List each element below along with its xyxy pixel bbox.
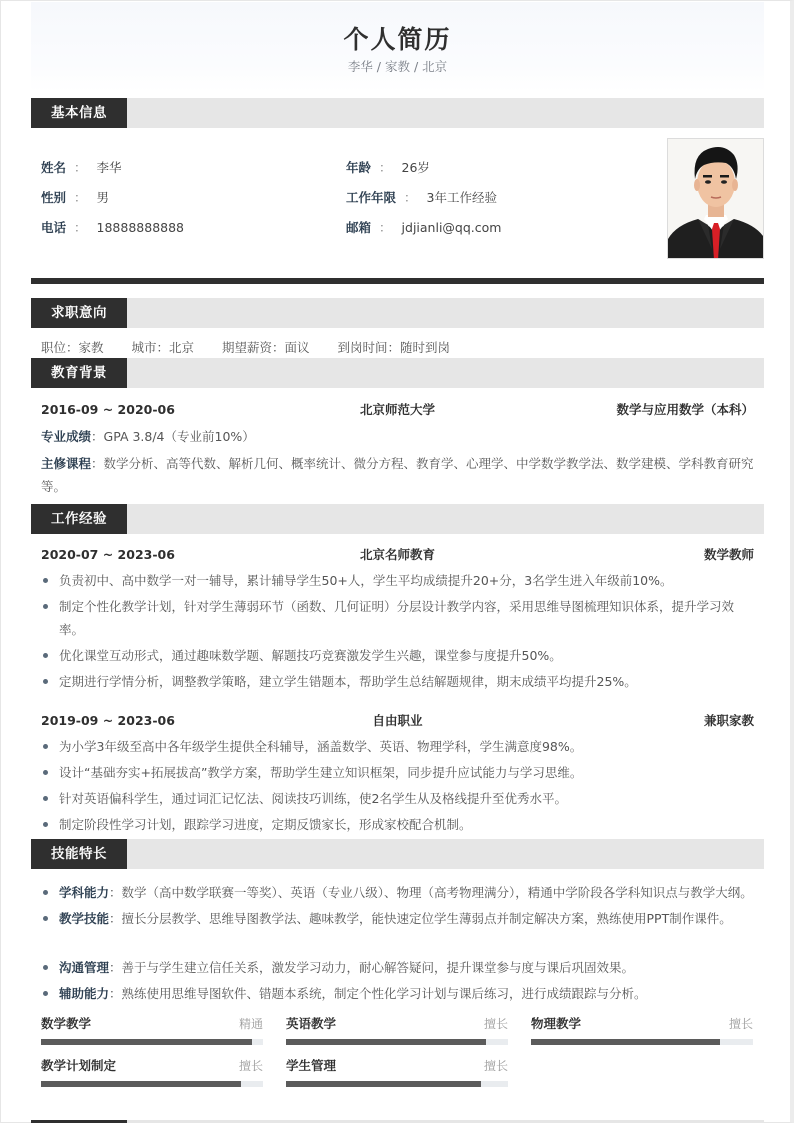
intent-city: 城市：北京 bbox=[131, 340, 195, 355]
courses-value: ：数学分析、高等代数、解析几何、概率统计、微分方程、教育学、心理学、中学数学教学法、数学建模、学科教育研究等。 bbox=[41, 456, 754, 494]
intent-salary: 期望薪资：面议 bbox=[222, 340, 310, 355]
field-label: 姓名 bbox=[41, 160, 67, 175]
education-school: 北京师范大学 bbox=[359, 402, 436, 417]
basic-info bbox=[31, 128, 764, 278]
skill-name: 英语教学 bbox=[286, 1016, 337, 1031]
field-value: 男 bbox=[96, 190, 110, 205]
courses-label: 主修课程 bbox=[41, 456, 92, 471]
section-title: 教育背景 bbox=[31, 358, 127, 388]
section-title: 求职意向 bbox=[31, 298, 127, 328]
list-item: 制定阶段性学习计划，跟踪学习进度，定期反馈家长，形成家校配合机制。 bbox=[41, 813, 754, 836]
section-header-intent bbox=[31, 298, 764, 328]
education-gpa bbox=[31, 425, 764, 448]
field-name: 姓名 ： 李华 bbox=[41, 160, 122, 175]
section-title: 技能特长 bbox=[31, 839, 127, 869]
gpa-value: ：GPA 3.8/4（专业前10%） bbox=[91, 429, 255, 444]
resume-page bbox=[31, 0, 764, 1099]
section-header-work bbox=[31, 504, 764, 534]
field-email: 邮箱 ： jdjianli@qq.com bbox=[346, 220, 502, 235]
work-entry bbox=[31, 534, 764, 693]
field-value: jdjianli@qq.com bbox=[401, 220, 502, 235]
section-header-skills bbox=[31, 839, 764, 869]
skill-level: 擅长 bbox=[728, 1017, 753, 1031]
skill-bar-item bbox=[286, 1015, 508, 1057]
progress-bar bbox=[531, 1039, 753, 1045]
progress-fill bbox=[41, 1039, 252, 1045]
field-gender: 性别 ： 男 bbox=[41, 190, 110, 205]
divider bbox=[31, 278, 764, 284]
list-item: 针对英语偏科学生，通过词汇记忆法、阅读技巧训练，使2名学生从及格线提升至优秀水平。 bbox=[41, 787, 754, 810]
list-item: 学科能力：数学（高中数学联赛一等奖）、英语（专业八级）、物理（高考物理满分），精通中学阶段各学科知识点与教学大纲。 bbox=[41, 881, 754, 904]
list-item: 辅助能力：熟练使用思维导图软件、错题本系统，制定个性化学习计划与课后练习，进行成绩跟踪与分析。 bbox=[41, 982, 754, 1005]
field-label: 邮箱 bbox=[346, 220, 372, 235]
section-title: 工作经验 bbox=[31, 504, 127, 534]
field-label: 年龄 bbox=[346, 160, 372, 175]
field-age: 年龄 ： 26岁 bbox=[346, 160, 430, 175]
list-item: 教学技能：擅长分层教学、思维导图教学法、趣味教学，能快速定位学生薄弱点并制定解决方案，熟练使用PPT制作课件。 bbox=[41, 907, 754, 930]
skill-name: 物理教学 bbox=[531, 1016, 582, 1031]
field-label: 性别 bbox=[41, 190, 67, 205]
work-company: 北京名师教育 bbox=[359, 547, 436, 562]
progress-fill bbox=[41, 1081, 241, 1087]
section-header-basic bbox=[31, 98, 764, 128]
section-title: 基本信息 bbox=[31, 98, 127, 128]
list-item: 负责初中、高中数学一对一辅导，累计辅导学生50+人，学生平均成绩提升20+分，3名学生进入年级前10%。 bbox=[41, 569, 754, 592]
field-phone: 电话 ： 18888888888 bbox=[41, 220, 185, 235]
skill-bar-item bbox=[531, 1015, 753, 1057]
skill-bar-item bbox=[41, 1057, 263, 1099]
skill-level: 精通 bbox=[238, 1017, 263, 1031]
work-company: 自由职业 bbox=[372, 713, 423, 728]
list-item: 沟通管理：善于与学生建立信任关系，激发学习动力，耐心解答疑问，提升课堂参与度与课后巩固效果。 bbox=[41, 956, 754, 979]
intent-availability: 到岗时间：随时到岗 bbox=[337, 340, 451, 355]
work-role: 兼职家教 bbox=[703, 713, 754, 728]
education-courses bbox=[31, 452, 764, 498]
skill-bar-item bbox=[286, 1057, 508, 1099]
education-block bbox=[31, 388, 764, 498]
avatar-photo-icon bbox=[668, 139, 764, 259]
job-intent bbox=[31, 328, 764, 358]
progress-bar bbox=[286, 1081, 508, 1087]
progress-bar bbox=[41, 1081, 263, 1087]
education-period: 2016-09 ~ 2020-06 bbox=[41, 402, 175, 417]
field-value: 3年工作经验 bbox=[426, 190, 497, 205]
work-period: 2019-09 ~ 2023-06 bbox=[41, 713, 175, 728]
field-label: 工作年限 bbox=[346, 190, 397, 205]
work-period: 2020-07 ~ 2023-06 bbox=[41, 547, 175, 562]
field-value: 李华 bbox=[96, 160, 122, 175]
intent-position: 职位：家教 bbox=[41, 340, 104, 355]
progress-fill bbox=[286, 1081, 481, 1087]
section-header-education bbox=[31, 358, 764, 388]
page-title: 个人简历 bbox=[343, 25, 452, 54]
list-item: 设计“基础夯实+拓展拔高”教学方案，帮助学生建立知识框架，同步提升应试能力与学习思维。 bbox=[41, 761, 754, 784]
skill-level: 擅长 bbox=[238, 1059, 263, 1073]
work-role: 数学教师 bbox=[703, 547, 754, 562]
education-major: 数学与应用数学（本科） bbox=[616, 402, 754, 417]
progress-fill bbox=[531, 1039, 720, 1045]
gpa-label: 专业成绩 bbox=[41, 429, 92, 444]
list-item: 为小学3年级至高中各年级学生提供全科辅导，涵盖数学、英语、物理学科，学生满意度98%。 bbox=[41, 735, 754, 758]
work-bullets bbox=[31, 735, 764, 836]
progress-bar bbox=[41, 1039, 263, 1045]
skill-bars bbox=[31, 1015, 764, 1099]
skill-name: 数学教学 bbox=[41, 1016, 92, 1031]
progress-bar bbox=[286, 1039, 508, 1045]
field-work-years: 工作年限 ： 3年工作经验 bbox=[346, 190, 497, 205]
work-entry bbox=[31, 696, 764, 836]
progress-fill bbox=[286, 1039, 486, 1045]
list-item: 制定个性化教学计划，针对学生薄弱环节（函数、几何证明）分层设计教学内容，采用思维导图梳理知识体系，提升学习效率。 bbox=[41, 595, 754, 641]
skill-bar-item bbox=[41, 1015, 263, 1057]
skill-name: 学生管理 bbox=[286, 1058, 337, 1073]
field-value: 18888888888 bbox=[96, 220, 185, 235]
avatar bbox=[667, 138, 764, 259]
list-item: 优化课堂互动形式，通过趣味数学题、解题技巧竞赛激发学生兴趣，课堂参与度提升50%。 bbox=[41, 644, 754, 667]
page-subtitle: 李华 / 家教 / 北京 bbox=[347, 59, 448, 74]
skill-name: 教学计划制定 bbox=[41, 1058, 117, 1073]
list-item: 定期进行学情分析，调整教学策略，建立学生错题本，帮助学生总结解题规律，期末成绩平均提升25%。 bbox=[41, 670, 754, 693]
skills-bullets bbox=[31, 881, 764, 1005]
field-label: 电话 bbox=[41, 220, 67, 235]
resume-header bbox=[31, 2, 764, 92]
skill-level: 擅长 bbox=[483, 1059, 508, 1073]
work-bullets bbox=[31, 569, 764, 693]
education-entry bbox=[31, 400, 764, 420]
skill-level: 擅长 bbox=[483, 1017, 508, 1031]
field-value: 26岁 bbox=[401, 160, 430, 175]
